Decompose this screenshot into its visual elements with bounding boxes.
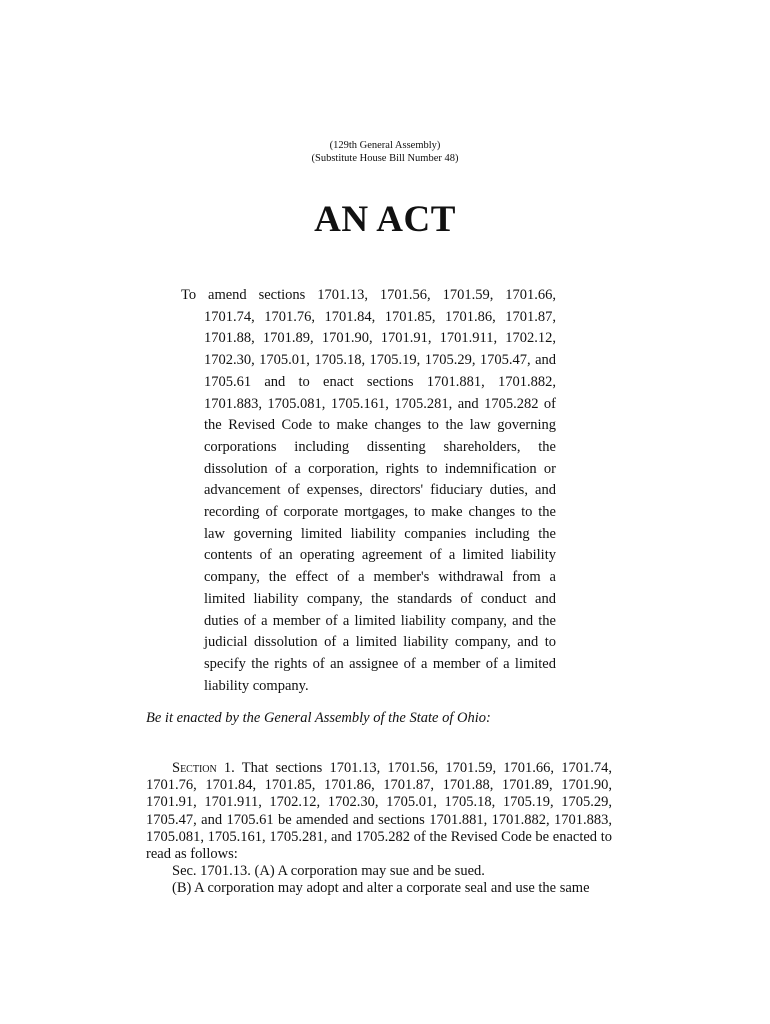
section-1-text: 1. That sections 1701.13, 1701.56, 1701.59, 1701.66, 1701.74, 1701.76, 1701.84, 1701.85, 1701.86, 1701.87, 1701.88, 1701.89, 1701.90, 1701.91, 1701.911, 1702.12, 1702.30, 1705.01, 1705.18, 1705.19, 1705.29, 1705.47, and 1705.61 be amended and sections 1701.881, 1701.882, 1701.883, 1705.081, 1705.161, 1705.281, and 1705.282 of the Revised Code be enacted to read as follows: — [146, 760, 612, 863]
bill-header — [0, 139, 770, 165]
act-title: AN ACT — [314, 199, 456, 240]
act-purpose-paragraph: To amend sections 1701.13, 1701.56, 1701.59, 1701.66, 1701.74, 1701.76, 1701.84, 1701.85, 1701.86, 1701.87, 1701.88, 1701.89, 1701.90, 1701.91, 1701.911, 1702.12, 1702.30, 1705.01, 1705.18, 1705.19, 1705.29, 1705.47, and 1705.61 and to enact sections 1701.881, 1701.882, 1701.883, 1705.081, 1705.161, 1705.281, and 1705.282 of the Revised Code to make changes to the law governing corporations including dissenting shareholders, the dissolution of a corporation, rights to indemnification or advancement of expenses, directors' fiduciary duties, and recording of corporate mortgages, to make changes to the law governing limited liability companies including the contents of an operating agreement of a limited liability company, the effect of a member's withdrawal from a limited liability company, the standards of conduct and duties of a member of a limited liability company, and the judicial dissolution of a limited liability company, and to specify the rights of an assignee of a member of a limited liability company. — [181, 287, 556, 694]
section-label: Section — [172, 760, 217, 776]
sec-1701-13-b: (B) A corporation may adopt and alter a corporate seal and use the same — [172, 880, 590, 897]
assembly-line: (129th General Assembly) — [329, 140, 441, 151]
section-1-body — [146, 760, 612, 898]
bill-number-line: (Substitute House Bill Number 48) — [311, 153, 459, 164]
sec-1701-13-a: Sec. 1701.13. (A) A corporation may sue and be sued. — [172, 863, 485, 880]
section-1-paragraph — [146, 760, 612, 863]
enacting-clause: Be it enacted by the General Assembly of the State of Ohio: — [146, 710, 491, 726]
